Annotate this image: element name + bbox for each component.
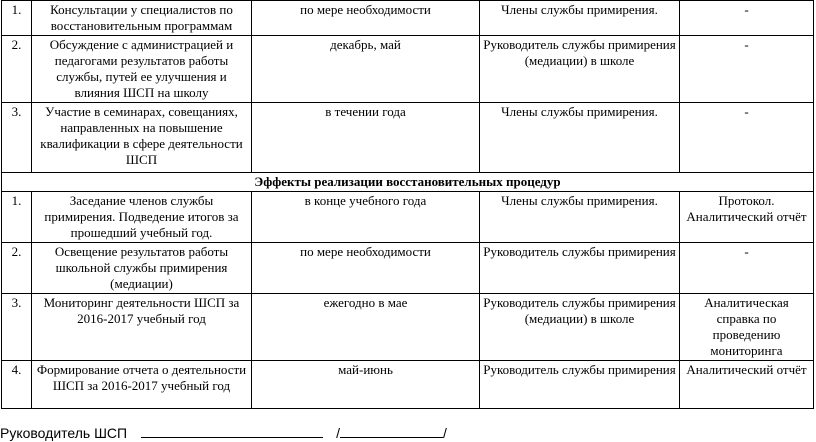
result-cell: -: [680, 103, 814, 173]
table-row: [2, 36, 814, 103]
row-number: 2.: [2, 243, 32, 294]
slash-right: /: [442, 425, 447, 441]
result-cell: -: [680, 1, 814, 36]
table-row: [2, 103, 814, 173]
responsible-cell: Руководитель службы примирения: [480, 361, 680, 409]
row-number: 4.: [2, 361, 32, 409]
responsible-cell: Члены службы примирения.: [480, 103, 680, 173]
result-cell: -: [680, 36, 814, 103]
result-cell: -: [680, 243, 814, 294]
term-cell: в конце учебного года: [252, 192, 480, 243]
section-title: Эффекты реализации восстановительных процедур: [2, 173, 814, 192]
row-number: 2.: [2, 36, 32, 103]
table-row: [2, 1, 814, 36]
term-cell: в течении года: [252, 103, 480, 173]
term-cell: по мере необходимости: [252, 1, 480, 36]
section-header-row: [2, 173, 814, 192]
row-number: 1.: [2, 192, 32, 243]
activity-cell: Формирование отчета о деятельности ШСП за 2016-2017 учебный год: [32, 361, 252, 409]
term-cell: декабрь, май: [252, 36, 480, 103]
term-cell: май-июнь: [252, 361, 480, 409]
responsible-cell: Члены службы примирения.: [480, 192, 680, 243]
table-row: [2, 243, 814, 294]
activity-cell: Освещение результатов работы школьной службы примирения (медиации): [32, 243, 252, 294]
activity-cell: Консультации у специалистов по восстановительным программам: [32, 1, 252, 36]
signature-label: Руководитель ШСП: [0, 425, 128, 441]
activity-cell: Обсуждение с администрацией и педагогами результатов работы службы, путей ее улучшения и влияния ШСП на школу: [32, 36, 252, 103]
activity-cell: Участие в семинарах, совещаниях, направленных на повышение квалификации в сфере деятельности ШСП: [32, 103, 252, 173]
signature-blank: [141, 425, 323, 438]
result-cell: Аналитический отчёт: [680, 361, 814, 409]
table-row: [2, 361, 814, 409]
responsible-cell: Члены службы примирения.: [480, 1, 680, 36]
term-cell: ежегодно в мае: [252, 294, 480, 361]
responsible-cell: Руководитель службы примирения (медиации) в школе: [480, 36, 680, 103]
slash-left: /: [336, 425, 340, 441]
row-number: 3.: [2, 103, 32, 173]
activity-cell: Заседание членов службы примирения. Подведение итогов за прошедший учебный год.: [32, 192, 252, 243]
activity-cell: Мониторинг деятельности ШСП за 2016-2017 учебный год: [32, 294, 252, 361]
activity-plan-table: [1, 0, 814, 409]
term-cell: по мере необходимости: [252, 243, 480, 294]
result-cell: Протокол. Аналитический отчёт: [680, 192, 814, 243]
name-blank: [340, 425, 443, 438]
table-row: [2, 192, 814, 243]
signature-line: [0, 425, 447, 441]
table-row: [2, 294, 814, 361]
row-number: 1.: [2, 1, 32, 36]
responsible-cell: Руководитель службы примирения: [480, 243, 680, 294]
responsible-cell: Руководитель службы примирения (медиации) в школе: [480, 294, 680, 361]
row-number: 3.: [2, 294, 32, 361]
result-cell: Аналитическая справка по проведению мониторинга: [680, 294, 814, 361]
